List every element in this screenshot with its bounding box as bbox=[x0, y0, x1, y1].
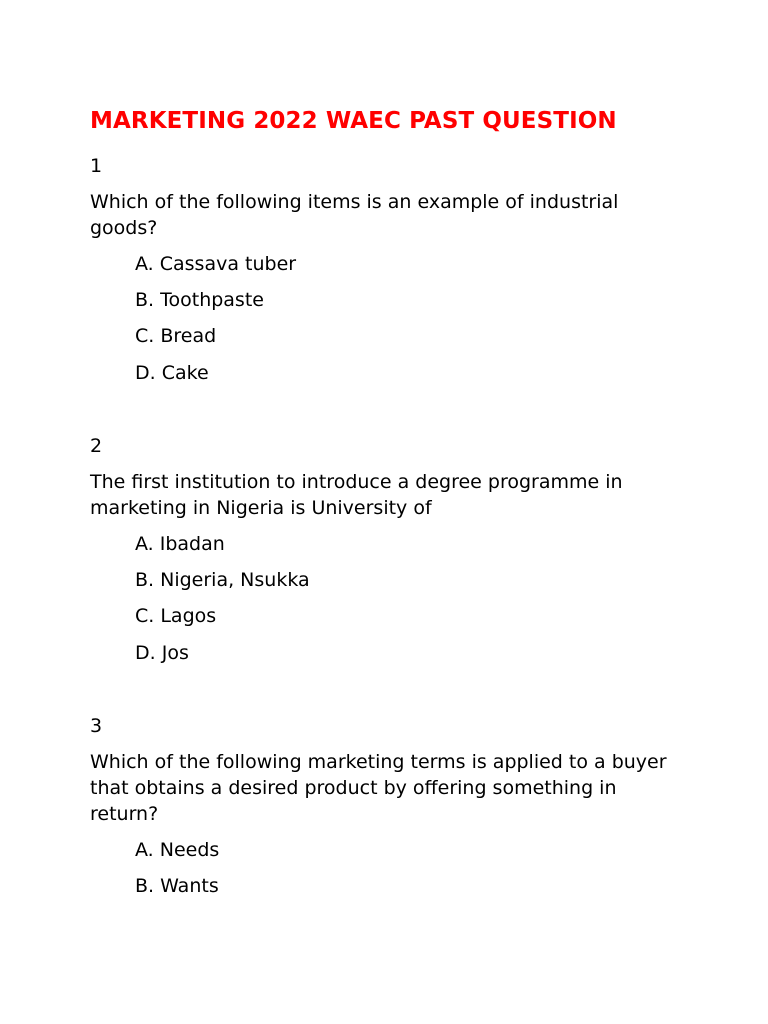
question-2-option-b: B. Nigeria, Nsukka bbox=[135, 569, 310, 591]
question-1-text: Which of the following items is an example of industrial goods? bbox=[90, 191, 619, 239]
question-2-option-d: D. Jos bbox=[135, 642, 189, 664]
question-1-option-b: B. Toothpaste bbox=[135, 289, 264, 311]
question-1-number: 1 bbox=[90, 155, 103, 177]
question-1-option-c: C. Bread bbox=[135, 325, 217, 347]
question-2-number: 2 bbox=[90, 435, 103, 457]
question-1-option-a: A. Cassava tuber bbox=[135, 253, 297, 275]
question-3-number: 3 bbox=[90, 715, 103, 737]
question-3-text: Which of the following marketing terms is applied to a buyer that obtains a desired product by offering something in return? bbox=[90, 751, 667, 825]
question-2-option-c: C. Lagos bbox=[135, 605, 217, 627]
question-3-option-b: B. Wants bbox=[135, 875, 219, 897]
question-2-text: The first institution to introduce a degree programme in marketing in Nigeria is University of bbox=[90, 471, 623, 519]
question-1-option-d: D. Cake bbox=[135, 362, 209, 384]
page-title: MARKETING 2022 WAEC PAST QUESTION bbox=[90, 108, 617, 134]
question-3-option-a: A. Needs bbox=[135, 839, 220, 861]
question-2-option-a: A. Ibadan bbox=[135, 533, 225, 555]
